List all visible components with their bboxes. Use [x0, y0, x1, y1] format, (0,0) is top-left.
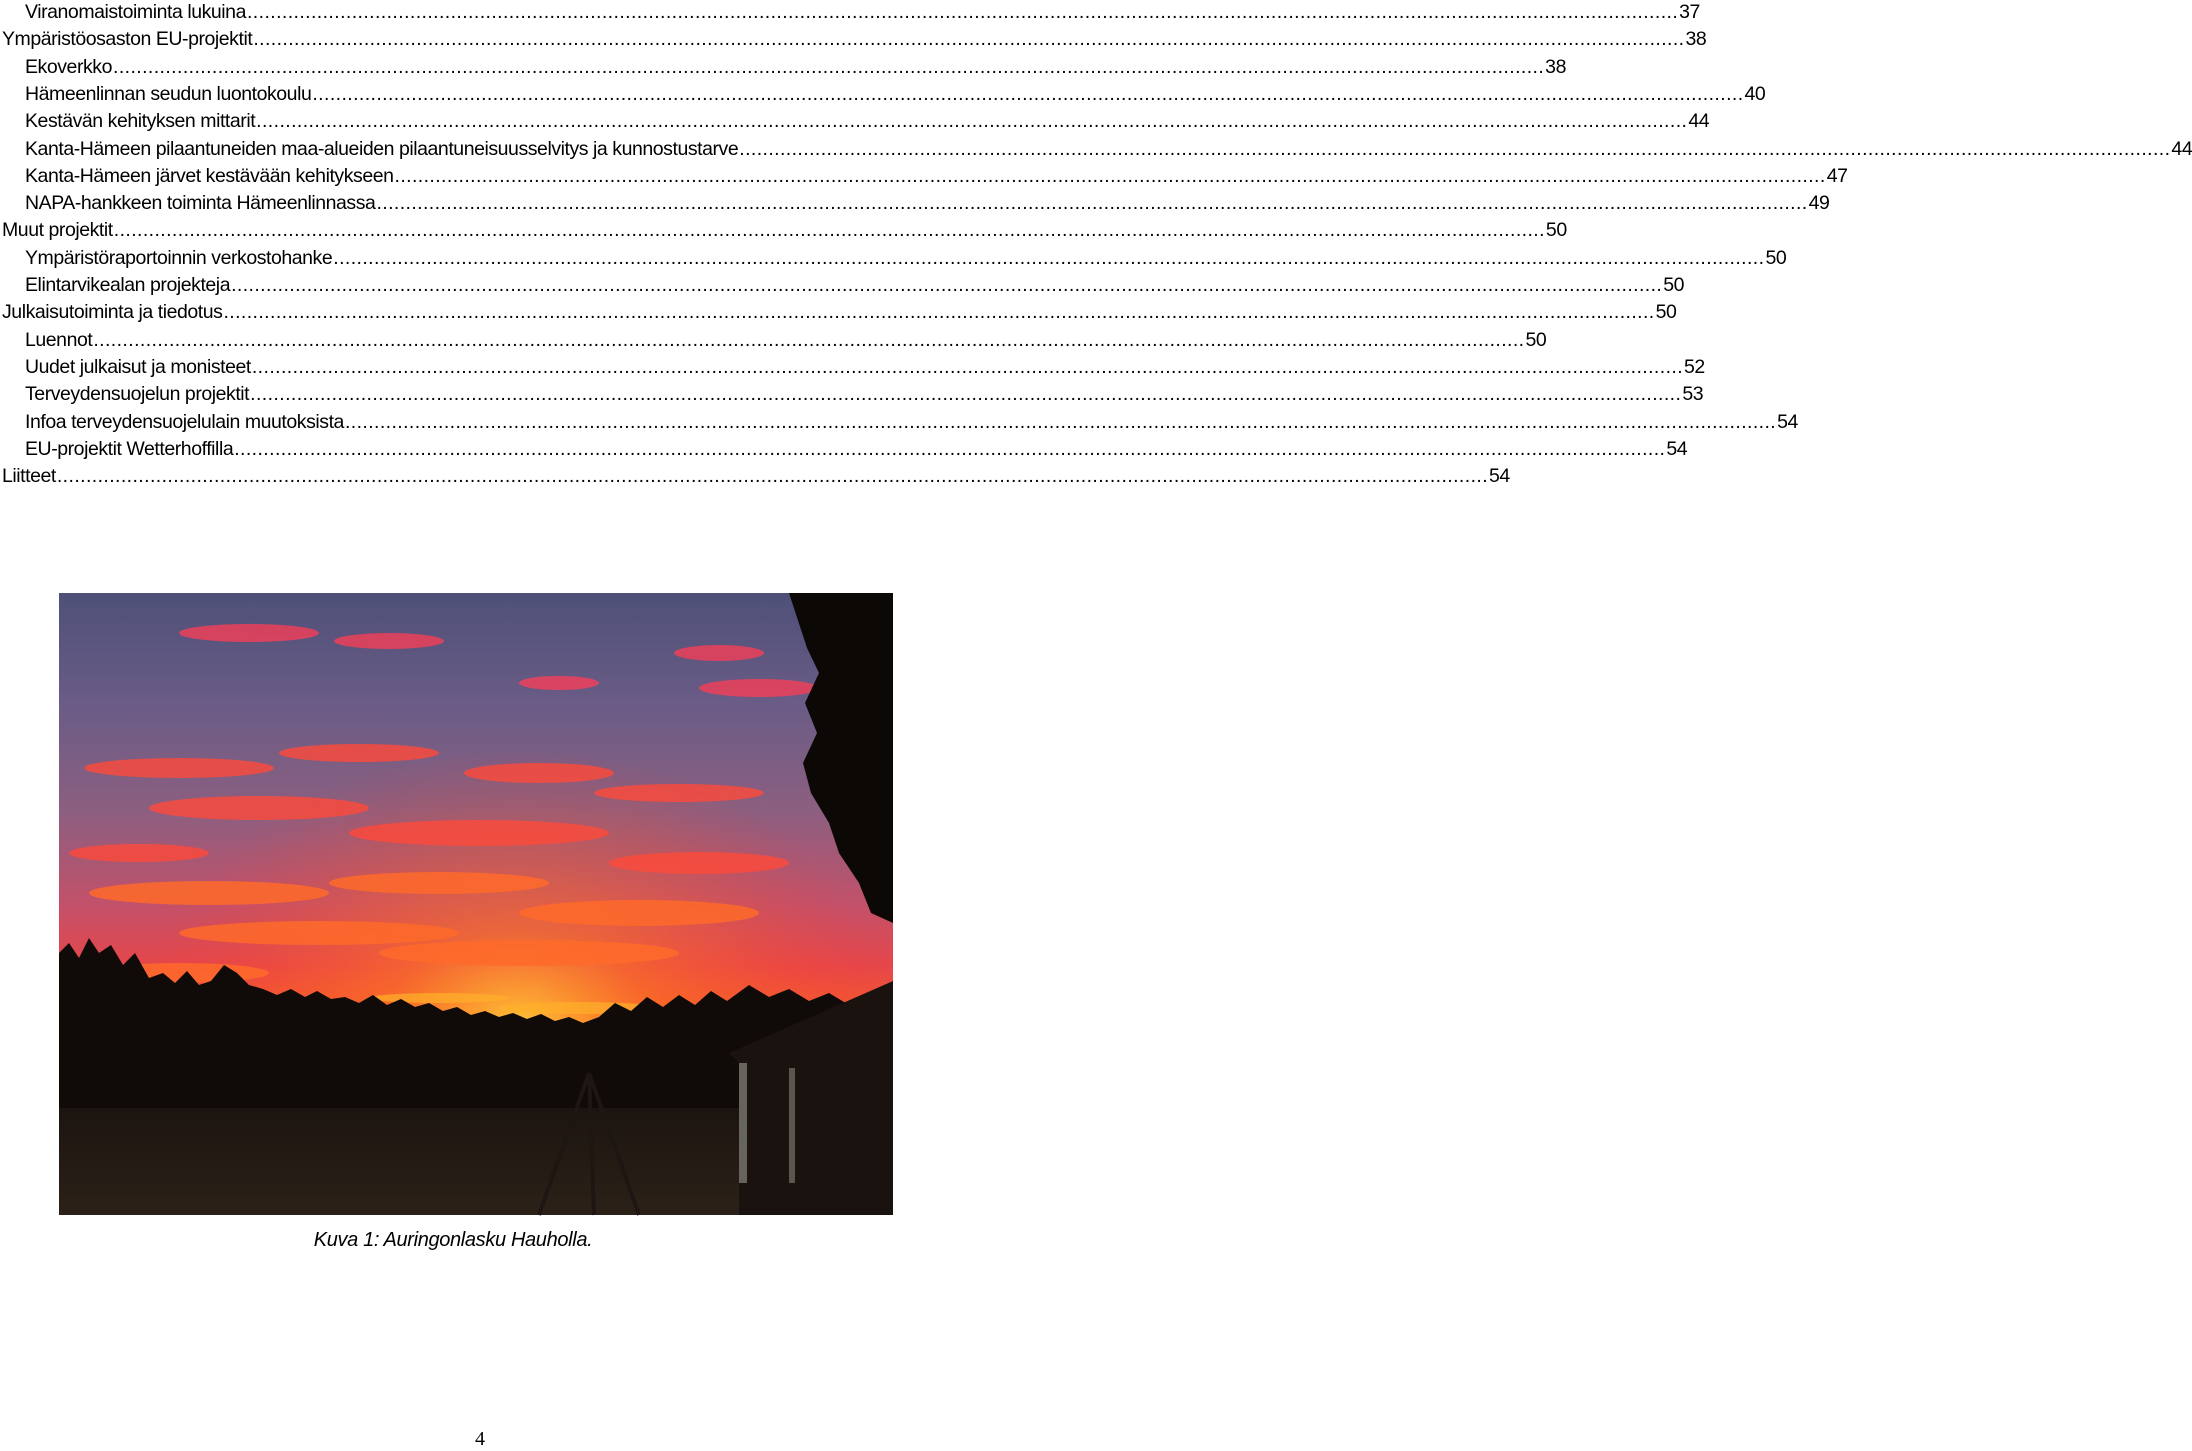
toc-dot-leader	[223, 301, 1654, 323]
toc-dot-leader	[345, 411, 1776, 433]
toc-entry-title: Muut projektit	[2, 219, 113, 242]
toc-dot-leader	[256, 110, 1687, 132]
toc-entry-title: Terveydensuojelun projektit	[25, 383, 250, 406]
toc-entry[interactable]	[0, 383, 1704, 410]
toc-dot-leader	[252, 356, 1683, 378]
toc-dot-leader	[113, 56, 1544, 78]
toc-entry-title: Kanta-Hämeen järvet kestävään kehitykseen	[25, 164, 394, 187]
toc-entry-page: 50	[1525, 328, 1547, 351]
toc-entry-page: 54	[1489, 465, 1510, 488]
sunset-photo	[59, 593, 893, 1215]
toc-entry-page: 38	[1685, 28, 1707, 51]
toc-entry[interactable]	[0, 110, 1710, 137]
toc-entry-title: EU-projektit Wetterhoffilla	[25, 437, 234, 460]
toc-entry[interactable]	[0, 55, 1566, 83]
toc-entry-page: 54	[1777, 410, 1798, 433]
toc-entry[interactable]	[0, 410, 1798, 438]
toc-entry-page: 37	[1679, 1, 1700, 23]
toc-dot-leader	[250, 383, 1681, 405]
toc-entry-title: Liitteet	[2, 465, 56, 488]
toc-dot-leader	[333, 247, 1764, 269]
toc-entry[interactable]	[0, 1, 1700, 28]
toc-entry-title: Hämeenlinnan seudun luontokoulu	[25, 82, 312, 105]
toc-entry[interactable]	[0, 274, 1685, 301]
toc-entry[interactable]	[0, 328, 1547, 356]
toc-dot-leader	[376, 192, 1807, 214]
figure-caption: Kuva 1: Auringonlasku Hauholla.	[313, 1229, 593, 1251]
toc-entry-page: 44	[1688, 110, 1710, 133]
toc-entry-page: 53	[1682, 383, 1704, 406]
toc-entry-page: 49	[1808, 192, 1830, 215]
toc-entry[interactable]	[0, 164, 1848, 192]
toc-dot-leader	[93, 329, 1524, 351]
toc-dot-leader	[234, 438, 1665, 460]
toc-entry[interactable]	[0, 437, 1688, 465]
toc-entry-title: Ekoverkko	[25, 55, 112, 78]
toc-entry-title: Elintarvikealan projekteja	[25, 274, 231, 296]
toc-entry-title: Luennot	[25, 328, 93, 351]
toc-dot-leader	[247, 1, 1678, 23]
toc-entry-title: Kestävän kehityksen mittarit	[25, 110, 256, 133]
toc-entry-title: Ympäristöraportoinnin verkostohanke	[25, 246, 333, 269]
toc-entry[interactable]	[0, 219, 1567, 246]
toc-dot-leader	[739, 138, 2170, 160]
toc-entry[interactable]	[0, 355, 1705, 383]
toc-entry[interactable]	[0, 465, 1510, 492]
toc-entry[interactable]	[0, 137, 2192, 165]
toc-entry-title: Infoa terveydensuojelulain muutoksista	[25, 410, 344, 433]
toc-entry-title: Kanta-Hämeen pilaantuneiden maa-alueiden pilaantuneisuusselvitys ja kunnostustarve	[25, 137, 739, 160]
toc-entry-title: Ympäristöosaston EU-projektit	[2, 28, 253, 51]
toc-dot-leader	[395, 165, 1826, 187]
toc-entry-page: 50	[1663, 274, 1685, 296]
toc-dot-leader	[312, 83, 1743, 105]
toc-entry-page: 38	[1545, 55, 1566, 78]
toc-entry-page: 50	[1765, 246, 1787, 269]
toc-dot-leader	[114, 219, 1545, 241]
toc-dot-leader	[231, 274, 1662, 296]
toc-entry[interactable]	[0, 82, 1766, 110]
toc-entry-page: 50	[1655, 301, 1677, 324]
toc-entry[interactable]	[0, 246, 1787, 274]
toc-entry-page: 54	[1666, 437, 1688, 460]
toc-entry[interactable]	[0, 192, 1830, 219]
toc-dot-leader	[57, 465, 1488, 487]
toc-entry-title: Viranomaistoiminta lukuina	[25, 1, 246, 23]
toc-entry-title: NAPA-hankkeen toiminta Hämeenlinnassa	[25, 192, 376, 215]
toc-entry-title: Uudet julkaisut ja monisteet	[25, 355, 251, 378]
toc-entry[interactable]	[0, 28, 1707, 55]
toc-entry[interactable]	[0, 301, 1677, 328]
page-number: 4	[475, 1428, 485, 1450]
toc-entry-page: 40	[1744, 82, 1766, 105]
toc-entry-page: 50	[1545, 219, 1567, 242]
toc-entry-title: Julkaisutoiminta ja tiedotus	[2, 301, 223, 324]
toc-entry-page: 52	[1684, 355, 1705, 378]
toc-entry-page: 47	[1826, 164, 1848, 187]
toc-entry-page: 44	[2171, 137, 2192, 160]
toc-dot-leader	[253, 28, 1684, 50]
